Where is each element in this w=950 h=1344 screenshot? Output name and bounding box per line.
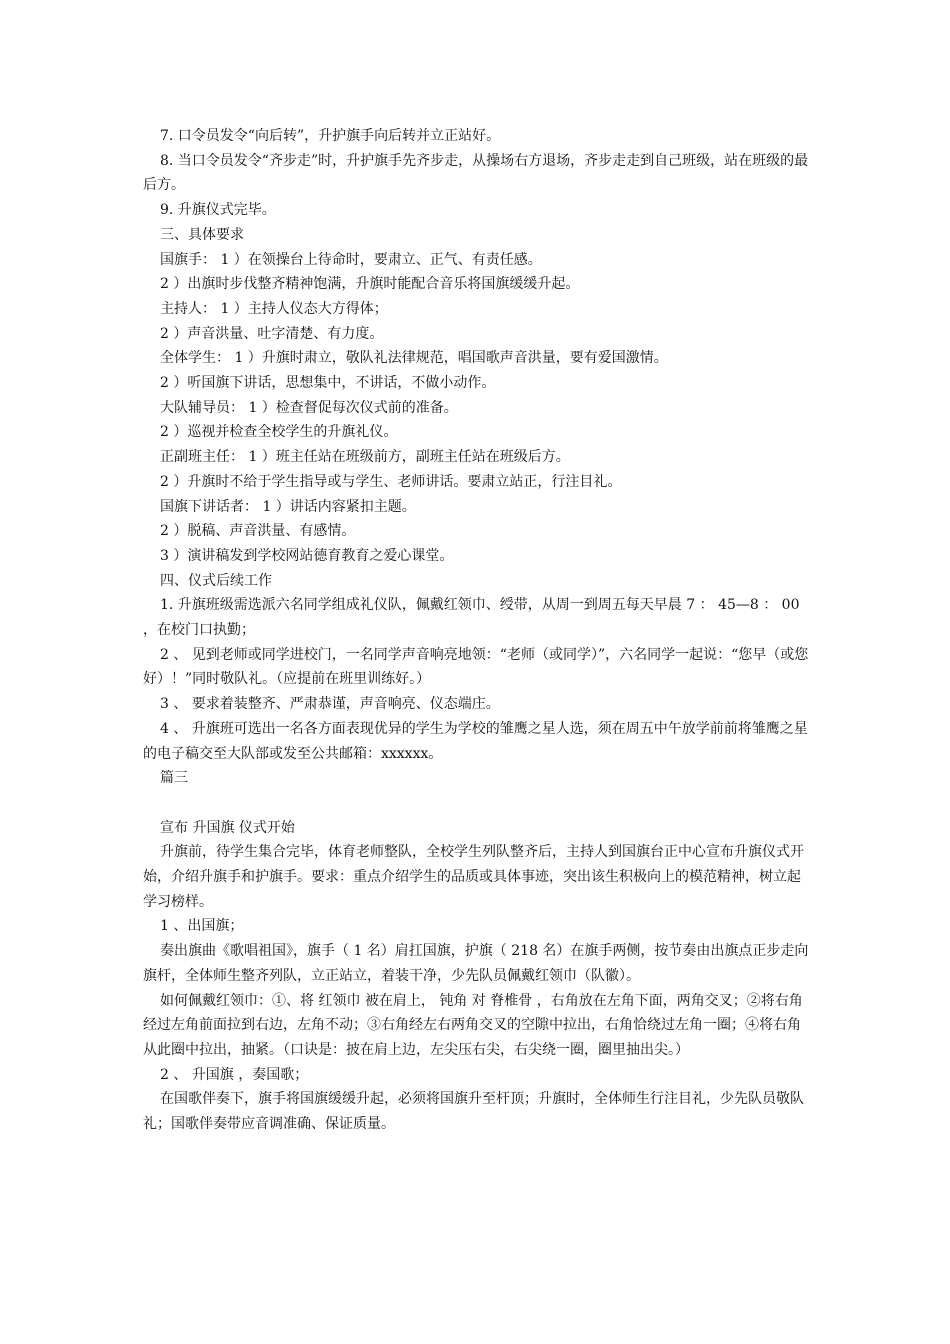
paragraph: 9. 升旗仪式完毕。 <box>160 202 276 219</box>
paragraph: 国旗下讲话者： 1 ）讲话内容紧扣主题。 <box>160 498 416 515</box>
section-heading: 四、仪式后续工作 <box>160 572 272 589</box>
paragraph: 如何佩戴红领巾：①、将 红领巾 被在肩上， 钝角 对 脊椎骨 ，右角放在左角下面，两角交叉；②将右角经过左角前面拉到右边，左角不动；③右角经左右两角交叉的空隙中拉出，右角恰绕过左角一圈；④将右角从此圈中拉出，抽紧。（口诀是：披在肩上边，左尖压右尖，右尖绕一圈，圈里抽出尖。） <box>143 992 803 1058</box>
paragraph: 升旗前，待学生集合完毕，体育老师整队，全校学生列队整齐后，主持人到国旗台正中心宣布升旗仪式开始，介绍升旗手和护旗手。要求：重点介绍学生的品质或具体事迹，突出该生积极向上的模范精神，树立起学习榜样。 <box>143 844 804 910</box>
paragraph: 7. 口令员发令“向后转”，升护旗手向后转并立正站好。 <box>160 128 501 144</box>
paragraph: 3 ）演讲稿发到学校网站德育教育之爱心课堂。 <box>160 547 454 564</box>
paragraph: 国旗手： 1 ）在领操台上待命时，要肃立、正气、有责任感。 <box>160 251 542 268</box>
paragraph: 4 、 升旗班可选出一名各方面表现优异的学生为学校的雏鹰之星人选，须在周五中午放学前前将雏鹰之星的电子稿交至大队部或发至公共邮箱：xxxxxx。 <box>143 720 808 762</box>
section-heading: 宣布 升国旗 仪式开始 <box>160 819 295 836</box>
paragraph: 2 ）脱稿、声音洪量、有感情。 <box>160 523 356 540</box>
paragraph: 2 、 升国旗 ，奏国歌； <box>160 1066 309 1083</box>
paragraph: 主持人： 1 ）主持人仪态大方得体； <box>160 300 388 317</box>
blank-line <box>143 791 813 816</box>
chapter-heading: 篇三 <box>160 770 188 787</box>
paragraph: 全体学生： 1 ）升旗时肃立，敬队礼法律规范，唱国歌声音洪量，要有爱国激情。 <box>160 350 668 367</box>
paragraph: 在国歌伴奏下，旗手将国旗缓缓升起，必须将国旗升至杆顶；升旗时，全体师生行注目礼，少先队员敬队礼；国歌伴奏带应音调准确、保证质量。 <box>143 1091 804 1133</box>
section-heading: 三、具体要求 <box>160 226 244 243</box>
paragraph: 大队辅导员： 1 ）检查督促每次仪式前的准备。 <box>160 399 458 416</box>
paragraph: 2 ）巡视并检查全校学生的升旗礼仪。 <box>160 424 398 441</box>
paragraph: 2 、 见到老师或同学进校门，一名同学声音响亮地领：“老师（或同学）”，六名同学一起说：“您早（或您好）！”同时敬队礼。（应提前在班里训练好。） <box>143 646 809 688</box>
paragraph: 2 ）升旗时不给于学生指导或与学生、老师讲话。要肃立站正，行注目礼。 <box>160 473 622 490</box>
paragraph: 3 、 要求着装整齐、严肃恭谨，声音响亮、仪态端庄。 <box>160 696 500 713</box>
paragraph: 正副班主任： 1 ）班主任站在班级前方，副班主任站在班级后方。 <box>160 449 570 466</box>
paragraph: 1 、出国旗； <box>160 918 244 935</box>
paragraph: 2 ）出旗时步伐整齐精神饱满，升旗时能配合音乐将国旗缓缓升起。 <box>160 276 580 293</box>
paragraph: 8. 当口令员发令“齐步走”时，升护旗手先齐步走，从操场右方退场，齐步走走到自己班级，站在班级的最后方。 <box>143 152 809 194</box>
paragraph: 奏出旗曲《歌唱祖国》，旗手（ 1 名）肩扛国旗，护旗（ 218 名）在旗手两侧，按节奏由出旗点正步走向旗杆，全体师生整齐列队，立正站立，着装干净，少先队员佩戴红领巾（队徽）。 <box>143 943 809 984</box>
document-page <box>143 124 813 1137</box>
paragraph: 1. 升旗班级需选派六名同学组成礼仪队，佩戴红领巾、绶带，从周一到周五每天早晨 7 ： 45—8 ： 00 ，在校门口执勤； <box>143 597 800 639</box>
paragraph: 2 ）听国旗下讲话，思想集中，不讲话，不做小动作。 <box>160 375 496 392</box>
paragraph: 2 ）声音洪量、吐字清楚、有力度。 <box>160 325 384 342</box>
